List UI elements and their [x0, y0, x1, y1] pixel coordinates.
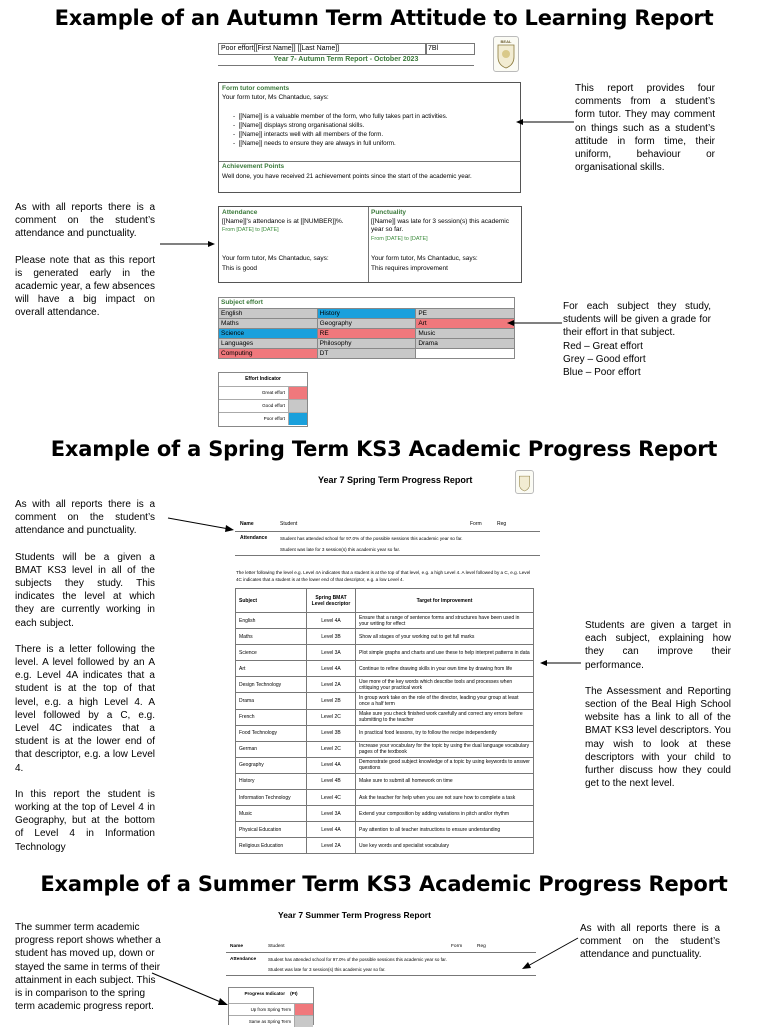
reg-label: Reg: [497, 521, 507, 527]
table-row: [236, 645, 534, 661]
effort-cell: Art: [416, 319, 515, 329]
subject-cell: Religious Education: [236, 838, 307, 854]
subject-cell: French: [236, 709, 307, 725]
autumn-section-title: Example of an Autumn Term Attitude to Learning Report: [54, 6, 714, 30]
target-cell: In group work take on the role of the director, leading your group at least once a half term: [356, 693, 534, 709]
header-form: 7Bl: [425, 43, 475, 55]
effort-cell: PE: [416, 309, 515, 319]
progress-legend-label: Up from Spring Term: [250, 1007, 291, 1012]
level-cell: Level 3A: [307, 645, 356, 661]
table-row: [236, 790, 534, 806]
level-cell: Level 4B: [307, 773, 356, 789]
subject-cell: Information Technology: [236, 790, 307, 806]
effort-cell: Maths: [219, 319, 318, 329]
attendance-line2: Student was late for 3 session(s) this academic year so far.: [268, 967, 386, 972]
summer-report-title: Year 7 Summer Term Progress Report: [278, 910, 431, 920]
student-value: Student: [280, 521, 298, 527]
level-cell: Level 4A: [307, 822, 356, 838]
note-attendance: [15, 201, 155, 333]
name-label: Name: [230, 944, 244, 949]
arrow-left-icon: [520, 936, 580, 972]
note-grey: Grey – Good effort: [563, 353, 646, 365]
effort-legend-label: Poor effort: [263, 416, 285, 421]
effort-legend-label: Great effort: [261, 390, 285, 395]
effort-cell: History: [317, 309, 416, 319]
effort-cell: DT: [317, 349, 416, 359]
form-tutor-item: - [[Name]] needs to ensure they are always in full uniform.: [233, 140, 396, 147]
attendance-title: Attendance: [222, 209, 258, 216]
school-logo: [493, 36, 519, 72]
level-cell: Level 3A: [307, 806, 356, 822]
level-cell: Level 4A: [307, 661, 356, 677]
target-cell: Make sure you check finished work carefully and correct any errors before submitting to the teacher: [356, 709, 534, 725]
table-row: [236, 838, 534, 854]
target-cell: Use key words and specialist vocabulary: [356, 838, 534, 854]
spring-note-right-2: The Assessment and Reporting section of the Beal High School website has a link to all of the BMAT KS3 level descriptors. You may wish to look at these descriptors with your child to further discuss how they could get to the next level.: [585, 685, 731, 790]
summer-section-title: Example of a Summer Term KS3 Academic Progress Report: [40, 872, 728, 896]
form-tutor-title: Form tutor comments: [222, 85, 290, 92]
attendance-label: Attendance: [230, 957, 257, 962]
spring-note-4: In this report the student is working at the top of Level 4 in Geography, but at the bottom of Level 4 in Information Technology: [15, 788, 155, 853]
attendance-comment: This is good: [222, 265, 258, 272]
effort-row: [219, 349, 515, 359]
subject-cell: Art: [236, 661, 307, 677]
effort-cell: Drama: [416, 339, 515, 349]
school-crest-icon: [516, 471, 533, 493]
level-cell: Level 2A: [307, 677, 356, 693]
level-cell: Level 2A: [307, 838, 356, 854]
form-tutor-item: - [[Name]] is a valuable member of the form, who fully takes part in activities.: [233, 113, 448, 120]
target-cell: Demonstrate good subject knowledge of a topic by using keywords to answer questions: [356, 757, 534, 773]
subject-effort: [218, 297, 515, 359]
effort-row: [219, 339, 515, 349]
col-subject: Subject: [236, 589, 307, 613]
target-cell: Ask the teacher for help when you are not sure how to complete a task: [356, 790, 534, 806]
spring-report-title: Year 7 Spring Term Progress Report: [318, 475, 473, 485]
form-tutor-comments: [218, 82, 521, 193]
effort-cell: RE: [317, 329, 416, 339]
summer-note-right: As with all reports there is a comment on the student’s attendance and punctuality.: [580, 923, 720, 961]
attendance-line1: Student has attended school for 97.0% of the possible sessions this academic year so far.: [280, 536, 463, 541]
level-cell: Level 3B: [307, 629, 356, 645]
header-name: Poor effort[[First Name]] [[Last Name]]: [218, 43, 427, 55]
form-tutor-item: - [[Name]] displays strong organisational skills.: [233, 122, 365, 129]
punctuality-title: Punctuality: [371, 209, 407, 216]
target-cell: Make sure to submit all homework on time: [356, 773, 534, 789]
level-cell: Level 3B: [307, 725, 356, 741]
student-value: Student: [268, 944, 285, 949]
level-cell: Level 2C: [307, 709, 356, 725]
effort-row: [219, 319, 515, 329]
attendance-line1: Student has attended school for 97.0% of the possible sessions this academic year so far.: [268, 957, 447, 962]
form-tutor-item: - [[Name]] interacts well with all members of the form.: [233, 131, 384, 138]
spring-notes-right: [585, 619, 731, 803]
effort-legend-swatch: [288, 400, 307, 412]
table-row: [236, 693, 534, 709]
effort-legend-swatch: [288, 413, 307, 425]
effort-legend-row: [219, 412, 307, 425]
target-cell: Show all stages of your working out to get full marks: [356, 629, 534, 645]
note-attendance-1: As with all reports there is a comment on the student’s attendance and punctuality.: [15, 202, 155, 240]
arrow-left-icon: [514, 116, 576, 128]
subject-cell: Physical Education: [236, 822, 307, 838]
effort-row: [219, 309, 515, 319]
level-cell: Level 2C: [307, 741, 356, 757]
subject-cell: German: [236, 741, 307, 757]
spring-note-1: As with all reports there is a comment on the student’s attendance and punctuality.: [15, 499, 155, 537]
progress-legend-swatch: [294, 1004, 313, 1015]
effort-row: [219, 329, 515, 339]
effort-cell: English: [219, 309, 318, 319]
attendance-text: [[Name]]'s attendance is at [[NUMBER]]%.: [222, 218, 344, 225]
target-cell: Ensure that a range of sentence forms and structures have been used in your writing for effect: [356, 613, 534, 629]
form-tutor-intro: Your form tutor, Ms Chantaduc, says:: [222, 94, 329, 101]
form-label: Form: [470, 521, 482, 527]
punctuality-tutor: Your form tutor, Ms Chantaduc, says:: [371, 255, 478, 262]
level-cell: Level 2B: [307, 693, 356, 709]
target-cell: Pay attention to all teacher instructions to ensure understanding: [356, 822, 534, 838]
col-target: Target for Improvement: [356, 589, 534, 613]
header-subtitle: Year 7- Autumn Term Report - October 2023: [218, 55, 474, 66]
target-cell: Plot simple graphs and charts and use these to help interpret patterns in data: [356, 645, 534, 661]
punctuality-text: [[Name]] was late for 3 session(s) this academic year so far.: [371, 218, 509, 233]
note-attendance-2: Please note that as this report is generated early in the academic year, a few absences will have a big impact on overall attendance.: [15, 254, 155, 319]
logo-text: BEAL: [500, 39, 512, 44]
effort-legend-row: [219, 386, 307, 399]
target-cell: Use more of the key words which describe tools and processes when critiquing your practical work: [356, 677, 534, 693]
level-cell: Level 4A: [307, 613, 356, 629]
attendance-punctuality-box: [218, 206, 522, 283]
subject-cell: Drama: [236, 693, 307, 709]
subject-cell: Maths: [236, 629, 307, 645]
progress-legend-row: [229, 1003, 313, 1015]
table-row: [236, 709, 534, 725]
subject-effort-table: [218, 308, 515, 359]
effort-indicator-title: Effort Indicator: [245, 376, 281, 382]
effort-cell: Languages: [219, 339, 318, 349]
arrow-right-icon: [150, 970, 230, 1010]
table-row: [236, 757, 534, 773]
effort-legend-row: [219, 399, 307, 412]
spring-explain: The letter following the level e.g. Level 4A indicates that a student is at the top of that level, e.g. a high Level 4. A level followed by a C, e.g. Level 4C indicates that a student is at the lower end of that descriptor, e.g. a low Level 4.: [236, 570, 531, 582]
table-row: [236, 822, 534, 838]
progress-indicator-title: Progress Indicator (PI): [244, 991, 298, 996]
note-form-tutor: This report provides four comments from a student’s form tutor. They may comment on things such as a student’s attitude in form time, their uniform, behaviour or organisational skills.: [575, 83, 715, 174]
target-cell: Continue to refine drawing skills in your own time by drawing from life: [356, 661, 534, 677]
effort-cell: Computing: [219, 349, 318, 359]
effort-indicator: [218, 372, 308, 427]
subject-cell: Music: [236, 806, 307, 822]
spring-section-title: Example of a Spring Term KS3 Academic Progress Report: [50, 437, 718, 461]
note-subject-effort: [563, 300, 711, 379]
progress-legend-swatch: [294, 1016, 313, 1027]
target-cell: Increase your vocabulary for the topic by using the dual language vocabulary pages of the textbook: [356, 741, 534, 757]
attendance-dates: From [DATE] to [DATE]: [222, 227, 279, 233]
table-row: [236, 661, 534, 677]
attendance-tutor: Your form tutor, Ms Chantaduc, says:: [222, 255, 329, 262]
punctuality-comment: This requires improvement: [371, 265, 448, 272]
level-cell: Level 4A: [307, 757, 356, 773]
summer-note-left: The summer term academic progress report shows whether a student has moved up, down or stayed the same in terms of their attainment in each subject. This is in comparison to the spring term academic progress report.: [15, 922, 161, 1013]
form-tutor-list: [233, 112, 448, 148]
spring-note-2: Students will be a given a BMAT KS3 level in all of the subjects they study. This indicates the level at which they are currently working in each subject.: [15, 551, 155, 629]
arrow-left-icon: [538, 657, 582, 669]
target-cell: In practical food lessons, try to follow the recipe independently: [356, 725, 534, 741]
level-cell: Level 4C: [307, 790, 356, 806]
arrow-right-icon: [166, 515, 236, 535]
progress-indicator: [228, 987, 314, 1025]
subject-cell: English: [236, 613, 307, 629]
attendance-label: Attendance: [240, 535, 268, 541]
name-label: Name: [240, 521, 254, 527]
effort-cell: Philosophy: [317, 339, 416, 349]
subject-cell: Design Technology: [236, 677, 307, 693]
subject-effort-title: Subject effort: [218, 297, 515, 308]
progress-legend-label: Same as Spring Term: [248, 1019, 291, 1024]
effort-cell: Science: [219, 329, 318, 339]
effort-legend-swatch: [288, 387, 307, 399]
subject-cell: Science: [236, 645, 307, 661]
table-row: [236, 725, 534, 741]
spring-levels-table: [235, 588, 534, 854]
table-row: [236, 677, 534, 693]
note-red: Red – Great effort: [563, 340, 643, 352]
effort-cell: [416, 349, 515, 359]
achievement-text: Well done, you have received 21 achievement points since the start of the academic year.: [222, 173, 472, 180]
table-row: [236, 806, 534, 822]
arrow-right-icon: [160, 238, 216, 250]
effort-cell: Geography: [317, 319, 416, 329]
table-row: [236, 741, 534, 757]
spring-notes-left: [15, 498, 155, 867]
subject-cell: Geography: [236, 757, 307, 773]
attendance-line2: Student was late for 3 session(s) this academic year so far.: [280, 547, 401, 552]
effort-legend-label: Good effort: [262, 403, 285, 408]
school-logo: [515, 470, 534, 494]
note-subject-effort-text: For each subject they study, students will be given a grade for their effort in that subject.: [563, 301, 711, 339]
table-row: [236, 613, 534, 629]
table-row: [236, 629, 534, 645]
reg-label: Reg: [477, 944, 486, 949]
table-row: [236, 773, 534, 789]
effort-cell: Music: [416, 329, 515, 339]
subject-cell: Food Technology: [236, 725, 307, 741]
autumn-report-header: [218, 43, 474, 67]
col-level: Spring BMAT Level descriptor: [307, 589, 356, 613]
progress-legend-row: [229, 1015, 313, 1027]
achievement-title: Achievement Points: [222, 163, 285, 170]
arrow-left-icon: [505, 317, 563, 329]
spring-note-3: There is a letter following the level. A level followed by an A e.g. Level 4A indicates that a student is at the top of that level, e.g. a high Level 4. A level followed by a C, e.g. Level 4C indicates that a student is at the lower end of that descriptor, e.g. a low Level 4.: [15, 643, 155, 774]
spring-note-right-1: Students are given a target in each subject, explaining how they can improve their performance.: [585, 620, 731, 671]
target-cell: Extend your composition by adding variations in pitch and/or rhythm: [356, 806, 534, 822]
subject-cell: History: [236, 773, 307, 789]
note-blue: Blue – Poor effort: [563, 367, 641, 379]
form-label: Form: [451, 944, 463, 949]
punctuality-dates: From [DATE] to [DATE]: [371, 236, 428, 242]
